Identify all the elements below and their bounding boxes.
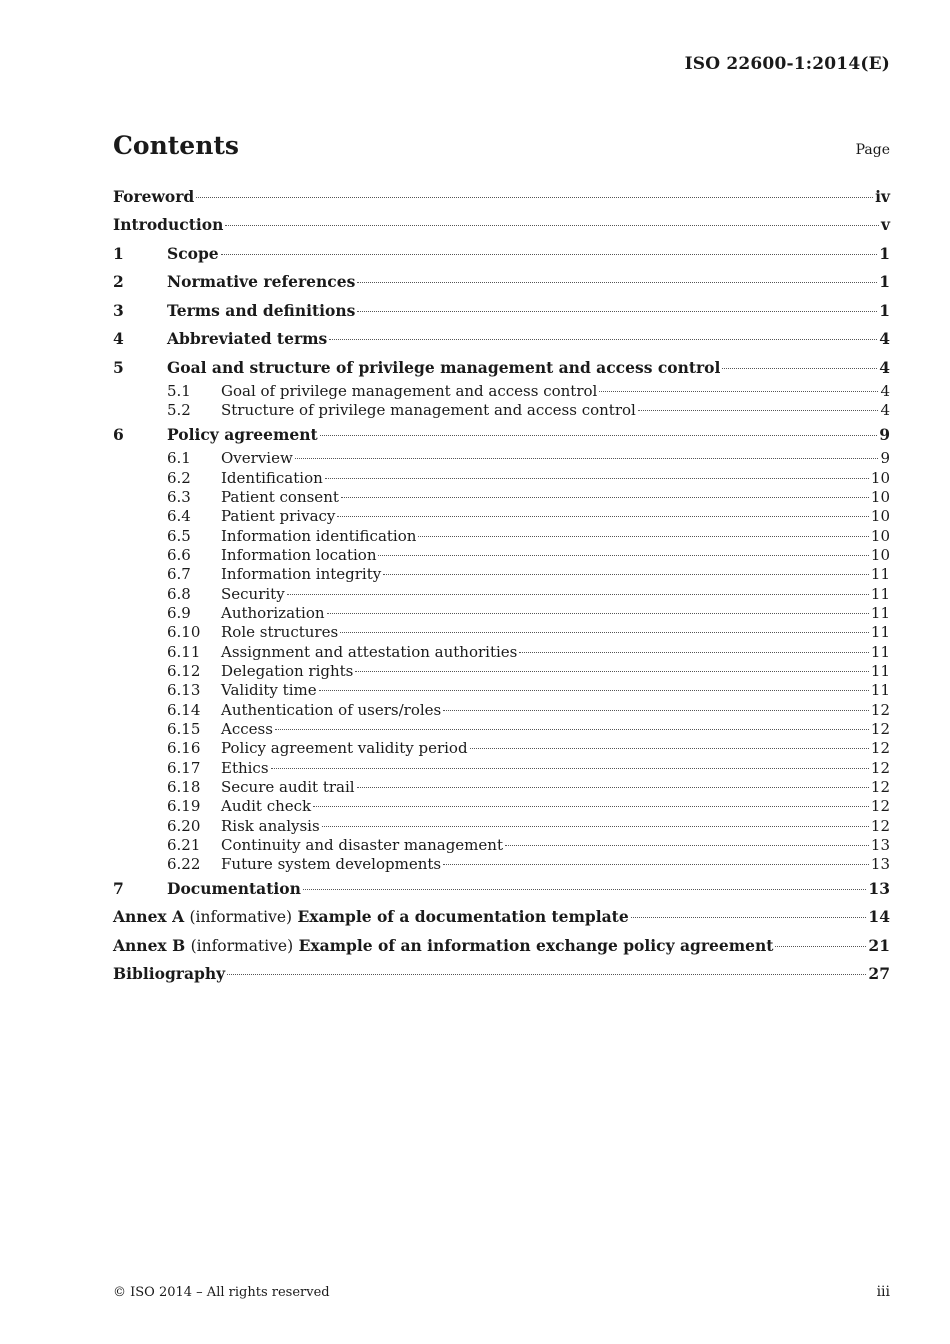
- toc-entry-page: 4: [880, 382, 890, 400]
- toc-entry-page: 11: [870, 565, 890, 584]
- toc-entry-number: 6.13: [167, 681, 201, 700]
- toc-entry[interactable]: [113, 778, 890, 797]
- toc-entry-label: [113, 903, 629, 931]
- annex-type: (informative): [190, 936, 294, 955]
- toc-entry-page: 4: [879, 357, 890, 377]
- toc-entry-number: 6.7: [167, 565, 191, 584]
- toc-entry-number: 6.14: [167, 700, 201, 719]
- toc-entry-label: Goal and structure of privilege management and access control: [167, 357, 721, 377]
- dot-leader: [337, 516, 869, 517]
- toc-entry-number: 6.4: [167, 507, 191, 526]
- toc-entry-label: Identification: [221, 468, 323, 487]
- toc-entry-label: Bibliography: [113, 964, 226, 984]
- toc-entry-page: 10: [870, 545, 890, 564]
- dot-leader: [325, 478, 869, 479]
- dot-leader: [313, 806, 869, 807]
- toc-entry-label: Documentation: [167, 878, 301, 898]
- toc-entry-label: Goal of privilege management and access control: [221, 382, 598, 400]
- toc-entry-page: 27: [868, 964, 890, 984]
- toc-entry[interactable]: [113, 739, 890, 758]
- dot-leader: [295, 458, 879, 459]
- toc-entry-label: Risk analysis: [221, 816, 320, 835]
- toc-entry-label: Introduction: [113, 215, 224, 234]
- toc-entry-label: Information location: [221, 545, 377, 564]
- toc-entry-number: 6.12: [167, 661, 201, 680]
- toc-entry-label: Scope: [167, 243, 219, 263]
- toc-entry-label: Patient privacy: [221, 507, 336, 526]
- toc-entry-label: Ethics: [221, 758, 269, 777]
- dot-leader: [341, 497, 869, 498]
- dot-leader: [271, 768, 869, 769]
- toc-entry-number: 6.11: [167, 642, 201, 661]
- toc-entry-number: 1: [113, 243, 124, 263]
- toc-entry[interactable]: [113, 701, 890, 720]
- toc-entry[interactable]: [113, 623, 890, 642]
- toc-entry-label: Abbreviated terms: [167, 329, 328, 348]
- toc-entry-page: 9: [880, 449, 890, 468]
- toc-entry-label: [113, 932, 773, 960]
- toc-entry-number: 6: [113, 424, 124, 444]
- toc-entry-number: 4: [113, 329, 124, 348]
- dot-leader: [357, 282, 877, 283]
- toc-entry[interactable]: [113, 903, 890, 932]
- toc-entry[interactable]: [113, 565, 890, 584]
- toc-entry-label: Delegation rights: [221, 661, 354, 680]
- toc-entry[interactable]: [113, 546, 890, 565]
- toc-entry-number: 6.15: [167, 720, 201, 738]
- toc-entry-page: 12: [870, 700, 890, 719]
- dot-leader: [383, 574, 869, 575]
- toc-entry-page: 1: [879, 272, 890, 291]
- dot-leader: [322, 826, 869, 827]
- toc-entry-number: 6.20: [167, 816, 201, 835]
- annex-type: (informative): [189, 908, 293, 927]
- dot-leader: [443, 710, 869, 711]
- toc-entry-label: Assignment and attestation authorities: [221, 642, 518, 661]
- toc-entry-label: Authentication of users/roles: [221, 700, 442, 719]
- toc-entry-label: Normative references: [167, 272, 356, 291]
- dot-leader: [221, 254, 878, 255]
- dot-leader: [378, 555, 868, 556]
- toc-entry-page: 1: [879, 300, 890, 320]
- toc-entry[interactable]: [113, 325, 890, 354]
- toc-entry-page: 12: [870, 778, 890, 797]
- toc-entry-number: 6.21: [167, 836, 201, 855]
- dot-leader: [505, 845, 869, 846]
- toc-entry-label: Role structures: [221, 623, 339, 642]
- toc-entry-page: 11: [870, 584, 890, 603]
- toc-entry-number: 6.8: [167, 584, 191, 603]
- toc-entry[interactable]: [113, 759, 890, 778]
- toc-entry[interactable]: [113, 585, 890, 604]
- toc-entry-page: v: [880, 215, 890, 234]
- dot-leader: [340, 632, 869, 633]
- toc-entry[interactable]: [113, 382, 890, 401]
- toc-entry-label: Structure of privilege management and access control: [221, 401, 636, 420]
- toc-entry-page: 4: [879, 329, 890, 348]
- toc-entry-page: iv: [875, 187, 890, 206]
- dot-leader: [418, 536, 868, 537]
- dot-leader: [355, 671, 869, 672]
- toc-entry[interactable]: [113, 449, 890, 468]
- copyright-notice: © ISO 2014 – All rights reserved: [113, 1285, 330, 1300]
- toc-entry-number: 6.22: [167, 855, 201, 874]
- toc-entry-label: Policy agreement validity period: [221, 739, 468, 758]
- dot-leader: [470, 748, 869, 749]
- toc-entry[interactable]: [113, 421, 890, 450]
- toc-entry[interactable]: [113, 720, 890, 739]
- annex-title: Example of an information exchange policy agreement: [298, 935, 774, 955]
- toc-entry[interactable]: [113, 932, 890, 961]
- dot-leader: [320, 435, 878, 436]
- toc-entry-number: 6.5: [167, 526, 191, 545]
- dot-leader: [275, 729, 869, 730]
- toc-entry[interactable]: [113, 875, 890, 904]
- toc-entry-number: 2: [113, 272, 124, 291]
- toc-entry[interactable]: [113, 604, 890, 623]
- toc-entry[interactable]: [113, 211, 890, 240]
- toc-entry-number: 6.19: [167, 797, 201, 816]
- toc-entry[interactable]: [113, 268, 890, 297]
- toc-entry[interactable]: [113, 183, 890, 211]
- dot-leader: [638, 410, 879, 411]
- toc-entry[interactable]: [113, 960, 890, 989]
- toc-entry-label: Access: [221, 720, 273, 738]
- toc-entry-page: 11: [870, 603, 890, 622]
- toc-entry[interactable]: [113, 836, 890, 855]
- table-of-contents: [113, 183, 890, 989]
- toc-entry-label: Security: [221, 584, 285, 603]
- toc-entry[interactable]: [113, 469, 890, 488]
- toc-entry-number: 6.17: [167, 758, 201, 777]
- toc-entry[interactable]: [113, 797, 890, 816]
- toc-entry-number: 6.18: [167, 778, 201, 797]
- dot-leader: [519, 652, 869, 653]
- toc-entry-number: 6.6: [167, 545, 191, 564]
- document-code: ISO 22600-1:2014(E): [684, 54, 890, 74]
- toc-entry[interactable]: [113, 527, 890, 546]
- toc-entry[interactable]: [113, 643, 890, 662]
- toc-entry-number: 3: [113, 300, 124, 320]
- toc-entry-number: 6.9: [167, 603, 191, 622]
- dot-leader: [722, 368, 877, 369]
- toc-entry-page: 12: [870, 758, 890, 777]
- dot-leader: [287, 594, 869, 595]
- toc-entry-label: Secure audit trail: [221, 778, 355, 797]
- toc-entry-page: 12: [870, 720, 890, 738]
- toc-entry-number: 6.10: [167, 623, 201, 642]
- toc-entry-page: 10: [870, 526, 890, 545]
- toc-entry[interactable]: [113, 401, 890, 420]
- toc-entry[interactable]: [113, 662, 890, 681]
- toc-entry[interactable]: [113, 297, 890, 326]
- toc-entry-label: Information integrity: [221, 565, 382, 584]
- toc-entry-label: Audit check: [221, 797, 312, 816]
- dot-leader: [227, 974, 866, 975]
- page-number: iii: [876, 1284, 890, 1300]
- toc-entry-number: 6.16: [167, 739, 201, 758]
- annex-prefix: Annex B: [113, 935, 186, 955]
- toc-entry-number: 6.3: [167, 487, 191, 506]
- toc-entry-page: 12: [870, 816, 890, 835]
- toc-entry-page: 9: [879, 424, 890, 444]
- toc-entry-label: Information identification: [221, 526, 417, 545]
- toc-entry-number: 6.2: [167, 468, 191, 487]
- dot-leader: [599, 391, 878, 392]
- toc-entry-page: 10: [870, 468, 890, 487]
- toc-entry-label: Future system developments: [221, 855, 442, 874]
- toc-entry-label: Continuity and disaster management: [221, 836, 503, 855]
- dot-leader: [303, 889, 867, 890]
- toc-entry-page: 13: [868, 878, 890, 898]
- dot-leader: [327, 613, 869, 614]
- page-column-label: Page: [855, 142, 890, 158]
- toc-entry-page: 4: [880, 401, 890, 420]
- toc-entry[interactable]: [113, 488, 890, 507]
- dot-leader: [775, 946, 866, 947]
- dot-leader: [225, 225, 879, 226]
- dot-leader: [357, 311, 877, 312]
- toc-entry-page: 12: [870, 797, 890, 816]
- toc-entry-label: Foreword: [113, 187, 195, 206]
- dot-leader: [319, 690, 869, 691]
- dot-leader: [196, 197, 873, 198]
- toc-entry-page: 21: [868, 935, 890, 955]
- toc-entry[interactable]: [113, 855, 890, 874]
- toc-entry[interactable]: [113, 354, 890, 383]
- toc-entry-page: 10: [870, 507, 890, 526]
- toc-entry-number: 7: [113, 878, 124, 898]
- toc-entry[interactable]: [113, 240, 890, 269]
- contents-title: Contents: [113, 131, 240, 160]
- toc-entry-number: 5.2: [167, 401, 191, 420]
- toc-entry-label: Terms and definitions: [167, 300, 356, 320]
- toc-entry-page: 11: [870, 681, 890, 700]
- toc-entry-page: 10: [870, 487, 890, 506]
- dot-leader: [631, 917, 867, 918]
- toc-entry-page: 1: [879, 243, 890, 263]
- toc-entry-page: 13: [870, 836, 890, 855]
- toc-entry-number: 6.1: [167, 449, 191, 468]
- toc-entry[interactable]: [113, 817, 890, 836]
- toc-entry-label: Patient consent: [221, 487, 339, 506]
- toc-entry-page: 11: [870, 661, 890, 680]
- annex-prefix: Annex A: [113, 907, 185, 927]
- dot-leader: [357, 787, 869, 788]
- toc-entry-page: 14: [868, 907, 890, 927]
- toc-entry-number: 5: [113, 357, 124, 377]
- toc-entry-page: 11: [870, 642, 890, 661]
- toc-entry-label: Validity time: [221, 681, 317, 700]
- toc-entry-page: 12: [870, 739, 890, 758]
- dot-leader: [443, 864, 869, 865]
- toc-entry[interactable]: [113, 681, 890, 700]
- toc-entry-label: Policy agreement: [167, 424, 318, 444]
- toc-entry-label: Authorization: [221, 603, 325, 622]
- toc-entry[interactable]: [113, 507, 890, 526]
- toc-entry-page: 13: [870, 855, 890, 874]
- toc-entry-label: Overview: [221, 449, 293, 468]
- toc-entry-page: 11: [870, 623, 890, 642]
- toc-entry-number: 5.1: [167, 382, 191, 400]
- dot-leader: [329, 339, 877, 340]
- annex-title: Example of a documentation template: [297, 907, 629, 927]
